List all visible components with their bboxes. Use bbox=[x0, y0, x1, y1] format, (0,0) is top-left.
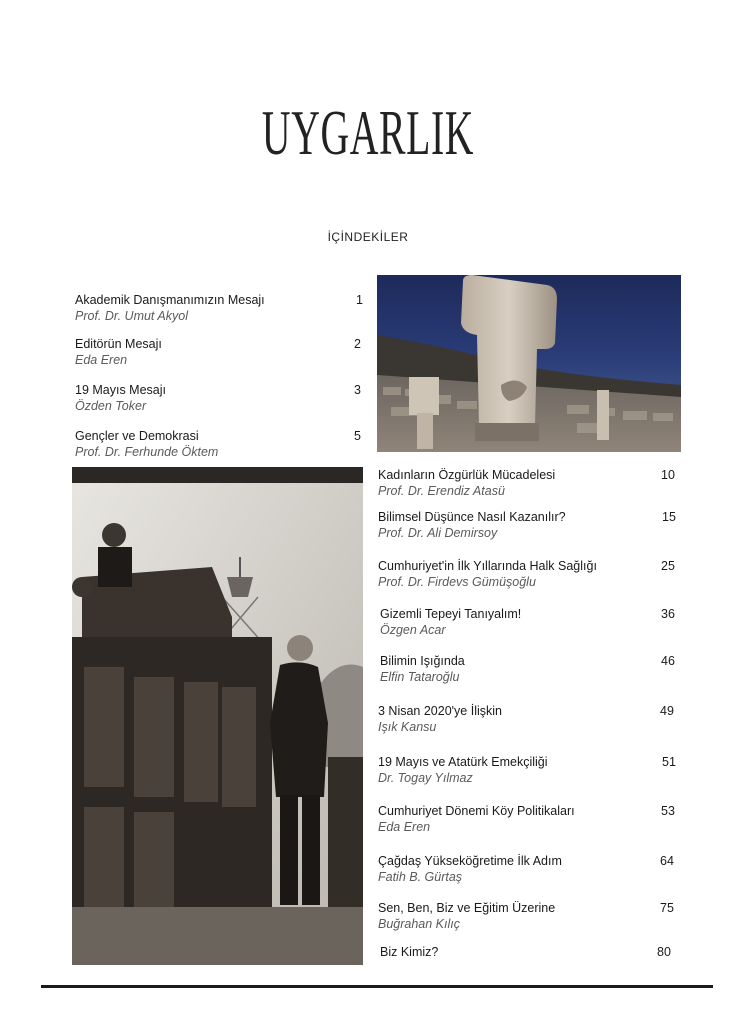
toc-entry-author: Işık Kansu bbox=[378, 720, 437, 734]
toc-entry-title: Biz Kimiz? bbox=[380, 945, 439, 959]
toc-entry-author: Prof. Dr. Erendiz Atasü bbox=[378, 484, 505, 498]
toc-entry-title: 19 Mayıs ve Atatürk Emekçiliği bbox=[378, 755, 548, 769]
toc-entry-page: 51 bbox=[662, 755, 676, 769]
toc-entry-author: Prof. Dr. Umut Akyol bbox=[75, 309, 188, 323]
toc-entry-page: 80 bbox=[657, 945, 671, 959]
toc-entry-title: Bilimin Işığında bbox=[380, 654, 465, 668]
toc-entry-page: 5 bbox=[354, 429, 361, 443]
toc-entry-title: Gençler ve Demokrasi bbox=[75, 429, 199, 443]
toc-entry[interactable] bbox=[380, 653, 678, 685]
toc-entry[interactable] bbox=[378, 754, 678, 786]
toc-entry-title: Cumhuriyet'in İlk Yıllarında Halk Sağlığı bbox=[378, 559, 597, 573]
toc-entry-author: Prof. Dr. Ali Demirsoy bbox=[378, 526, 498, 540]
toc-entry[interactable] bbox=[378, 558, 678, 590]
toc-entry-title: Cumhuriyet Dönemi Köy Politikaları bbox=[378, 804, 575, 818]
toc-entry[interactable] bbox=[378, 467, 678, 499]
toc-entry-title: Bilimsel Düşünce Nasıl Kazanılır? bbox=[378, 510, 566, 524]
toc-entry-title: 3 Nisan 2020'ye İlişkin bbox=[378, 704, 502, 718]
toc-entry-author: Elfin Tataroğlu bbox=[380, 670, 460, 684]
toc-entry-author: Prof. Dr. Firdevs Gümüşoğlu bbox=[378, 575, 536, 589]
toc-entry-title: Kadınların Özgürlük Mücadelesi bbox=[378, 468, 556, 482]
toc-entry-author: Özgen Acar bbox=[380, 623, 446, 637]
toc-entry-author: Eda Eren bbox=[75, 353, 128, 367]
toc-entry-author: Fatih B. Gürtaş bbox=[378, 870, 463, 884]
toc-entry-title: Editörün Mesajı bbox=[75, 337, 162, 351]
site-photo bbox=[377, 275, 681, 452]
toc-entry-author: Özden Toker bbox=[75, 399, 147, 413]
toc-entry-title: Gizemli Tepeyi Tanıyalım! bbox=[380, 607, 522, 621]
toc-entry[interactable] bbox=[380, 606, 678, 638]
toc-entry-page: 3 bbox=[354, 383, 361, 397]
toc-entry[interactable] bbox=[75, 292, 365, 324]
toc-entry-author: Prof. Dr. Ferhunde Öktem bbox=[75, 445, 219, 459]
toc-entry-page: 1 bbox=[356, 293, 363, 307]
toc-entry-page: 46 bbox=[661, 654, 675, 668]
toc-entry-page: 25 bbox=[661, 559, 675, 573]
toc-entry-page: 53 bbox=[661, 804, 675, 818]
toc-entry-page: 36 bbox=[661, 607, 675, 621]
toc-heading: İÇİNDEKİLER bbox=[327, 230, 409, 244]
toc-entry-title: Akademik Danışmanımızın Mesajı bbox=[75, 293, 265, 307]
toc-entry-page: 64 bbox=[660, 854, 674, 868]
toc-entry-title: Sen, Ben, Biz ve Eğitim Üzerine bbox=[378, 901, 556, 915]
toc-entry[interactable] bbox=[75, 428, 365, 460]
toc-entry-page: 49 bbox=[660, 704, 674, 718]
toc-entry[interactable] bbox=[378, 803, 678, 835]
toc-entry-author: Eda Eren bbox=[378, 820, 431, 834]
toc-entry-title: Çağdaş Yükseköğretime İlk Adım bbox=[378, 854, 562, 868]
toc-entry-page: 2 bbox=[354, 337, 361, 351]
archive-photo bbox=[72, 467, 363, 965]
toc-entry[interactable] bbox=[378, 703, 678, 735]
toc-entry[interactable] bbox=[378, 853, 678, 885]
masthead-title: UYGARLIK bbox=[261, 97, 475, 168]
toc-entry[interactable] bbox=[380, 944, 678, 960]
toc-entry[interactable] bbox=[378, 509, 678, 541]
bottom-rule bbox=[41, 985, 713, 988]
toc-entry-author: Dr. Togay Yılmaz bbox=[378, 771, 473, 785]
toc-entry-title: 19 Mayıs Mesajı bbox=[75, 383, 167, 397]
toc-entry[interactable] bbox=[378, 900, 678, 932]
toc-entry-author: Buğrahan Kılıç bbox=[378, 917, 460, 931]
toc-entry-page: 15 bbox=[662, 510, 676, 524]
toc-entry-page: 75 bbox=[660, 901, 674, 915]
toc-entry[interactable] bbox=[75, 382, 365, 414]
toc-entry-page: 10 bbox=[661, 468, 675, 482]
toc-entry[interactable] bbox=[75, 336, 365, 368]
